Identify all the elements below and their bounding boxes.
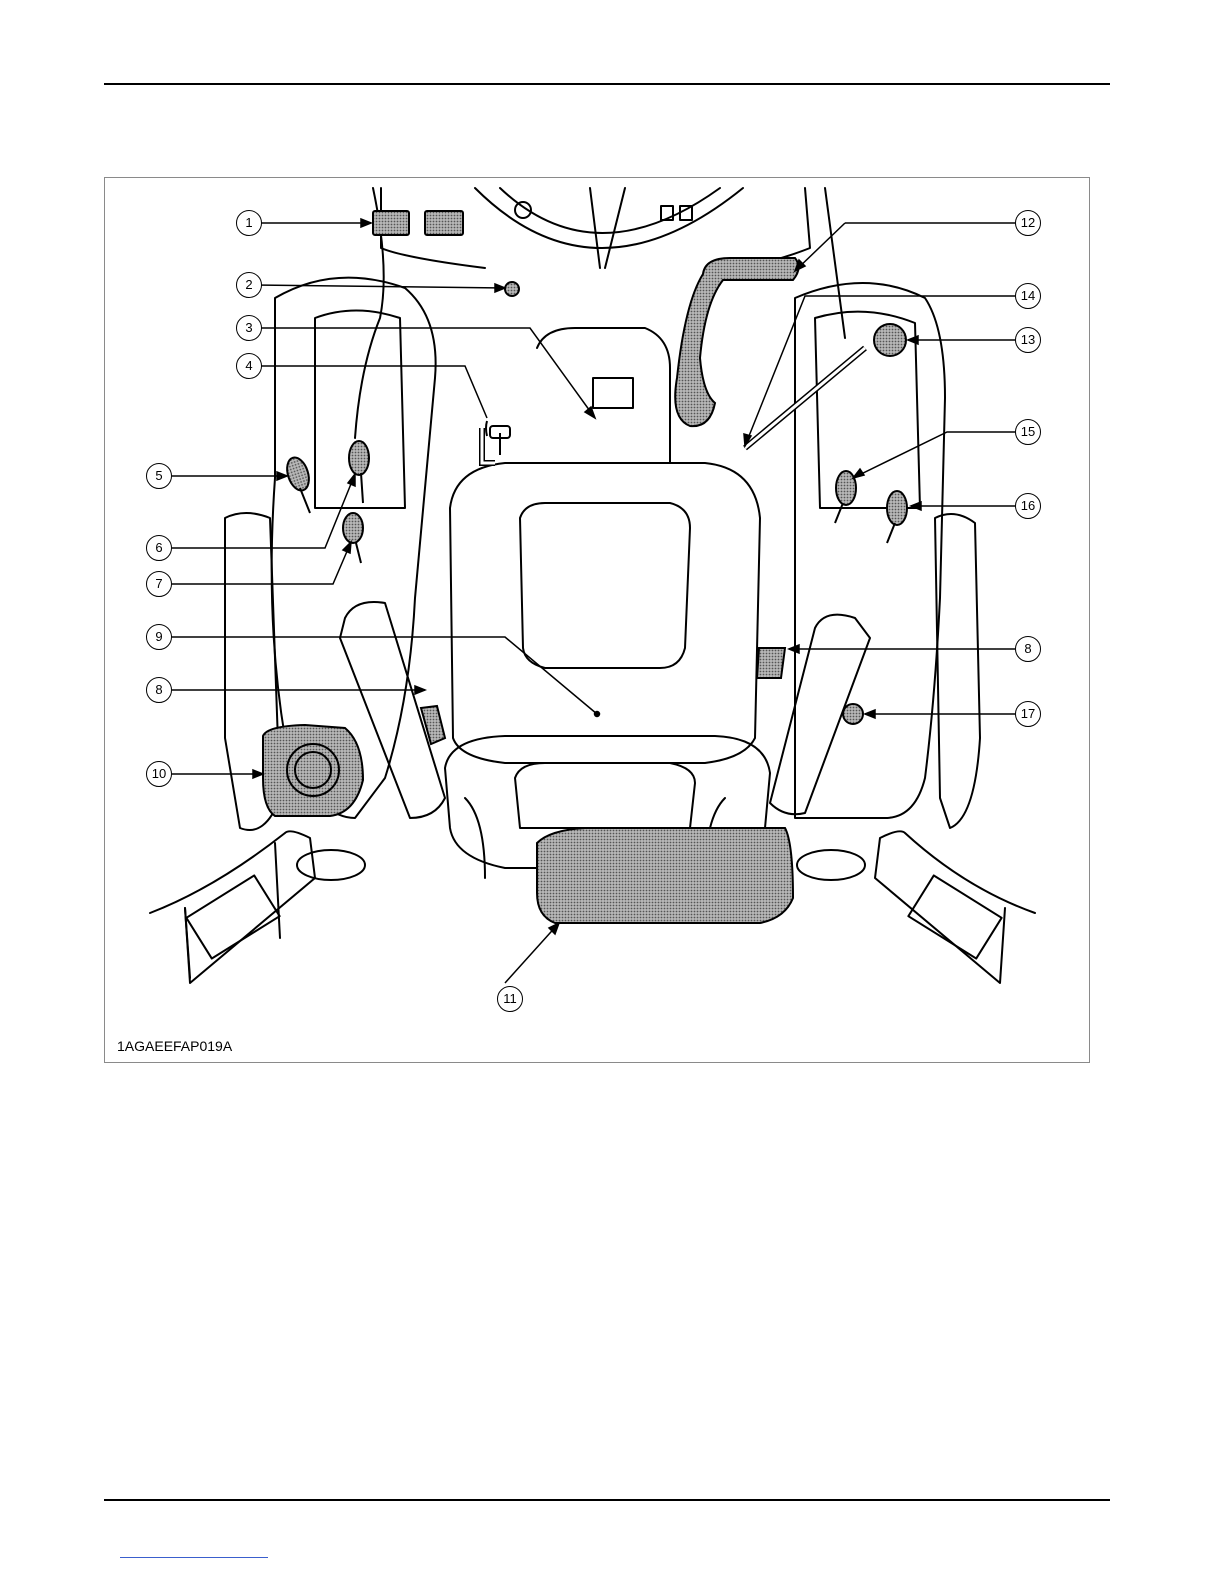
tractor-operator-station-illustration [105,178,1090,1063]
grip-12-shaded [675,258,798,426]
brake-pedal-shaded-2 [425,211,463,235]
callout-11: 11 [497,986,523,1012]
callout-3: 3 [236,315,262,341]
seat-lever-8-left-shaded [421,706,445,744]
callout-14: 14 [1015,283,1041,309]
leader-15 [853,432,1015,478]
callout-9: 9 [146,624,172,650]
callout-16: 16 [1015,493,1041,519]
callout-8-right: 8 [1015,636,1041,662]
leader-11 [505,923,559,983]
callout-5: 5 [146,463,172,489]
brake-pedal-shaded [373,211,409,235]
callout-2: 2 [236,272,262,298]
callout-13: 13 [1015,327,1041,353]
callout-10: 10 [146,761,172,787]
callout-6: 6 [146,535,172,561]
leader-9 [172,637,597,714]
leader-14 [745,296,1015,446]
callout-7: 7 [146,571,172,597]
fuel-cap-10-shaded [263,725,363,816]
steering-wheel [475,188,743,248]
figure-frame [104,177,1090,1063]
lever-15-knob [836,471,856,505]
seat-backrest [450,463,760,763]
leader-2 [254,285,505,288]
callout-4: 4 [236,353,262,379]
toolbox-11-shaded [537,828,793,923]
center-console [537,328,670,463]
lever-7-knob [343,513,363,543]
header-rule [104,83,1110,85]
callout-1: 1 [236,210,262,236]
figure-code: 1AGAEEFAP019A [117,1038,233,1054]
footer-rule [104,1499,1110,1501]
knob-17-shaded [843,704,863,724]
right-fender [795,283,945,818]
seat-lever-8-right-shaded [757,648,785,678]
right-step [875,831,1035,983]
knob-2-shaded [505,282,519,296]
lever-16-knob [887,491,907,525]
leader-6 [172,474,355,548]
footer-link-underline[interactable] [120,1557,268,1558]
callout-12: 12 [1015,210,1041,236]
left-step [150,831,315,983]
leader-4 [254,366,487,418]
lever-5-knob [283,455,313,494]
knob-13-shaded [874,324,906,356]
callout-17: 17 [1015,701,1041,727]
callout-8-left: 8 [146,677,172,703]
leader-3 [254,328,595,418]
lever-6-knob [349,441,369,475]
callout-15: 15 [1015,419,1041,445]
